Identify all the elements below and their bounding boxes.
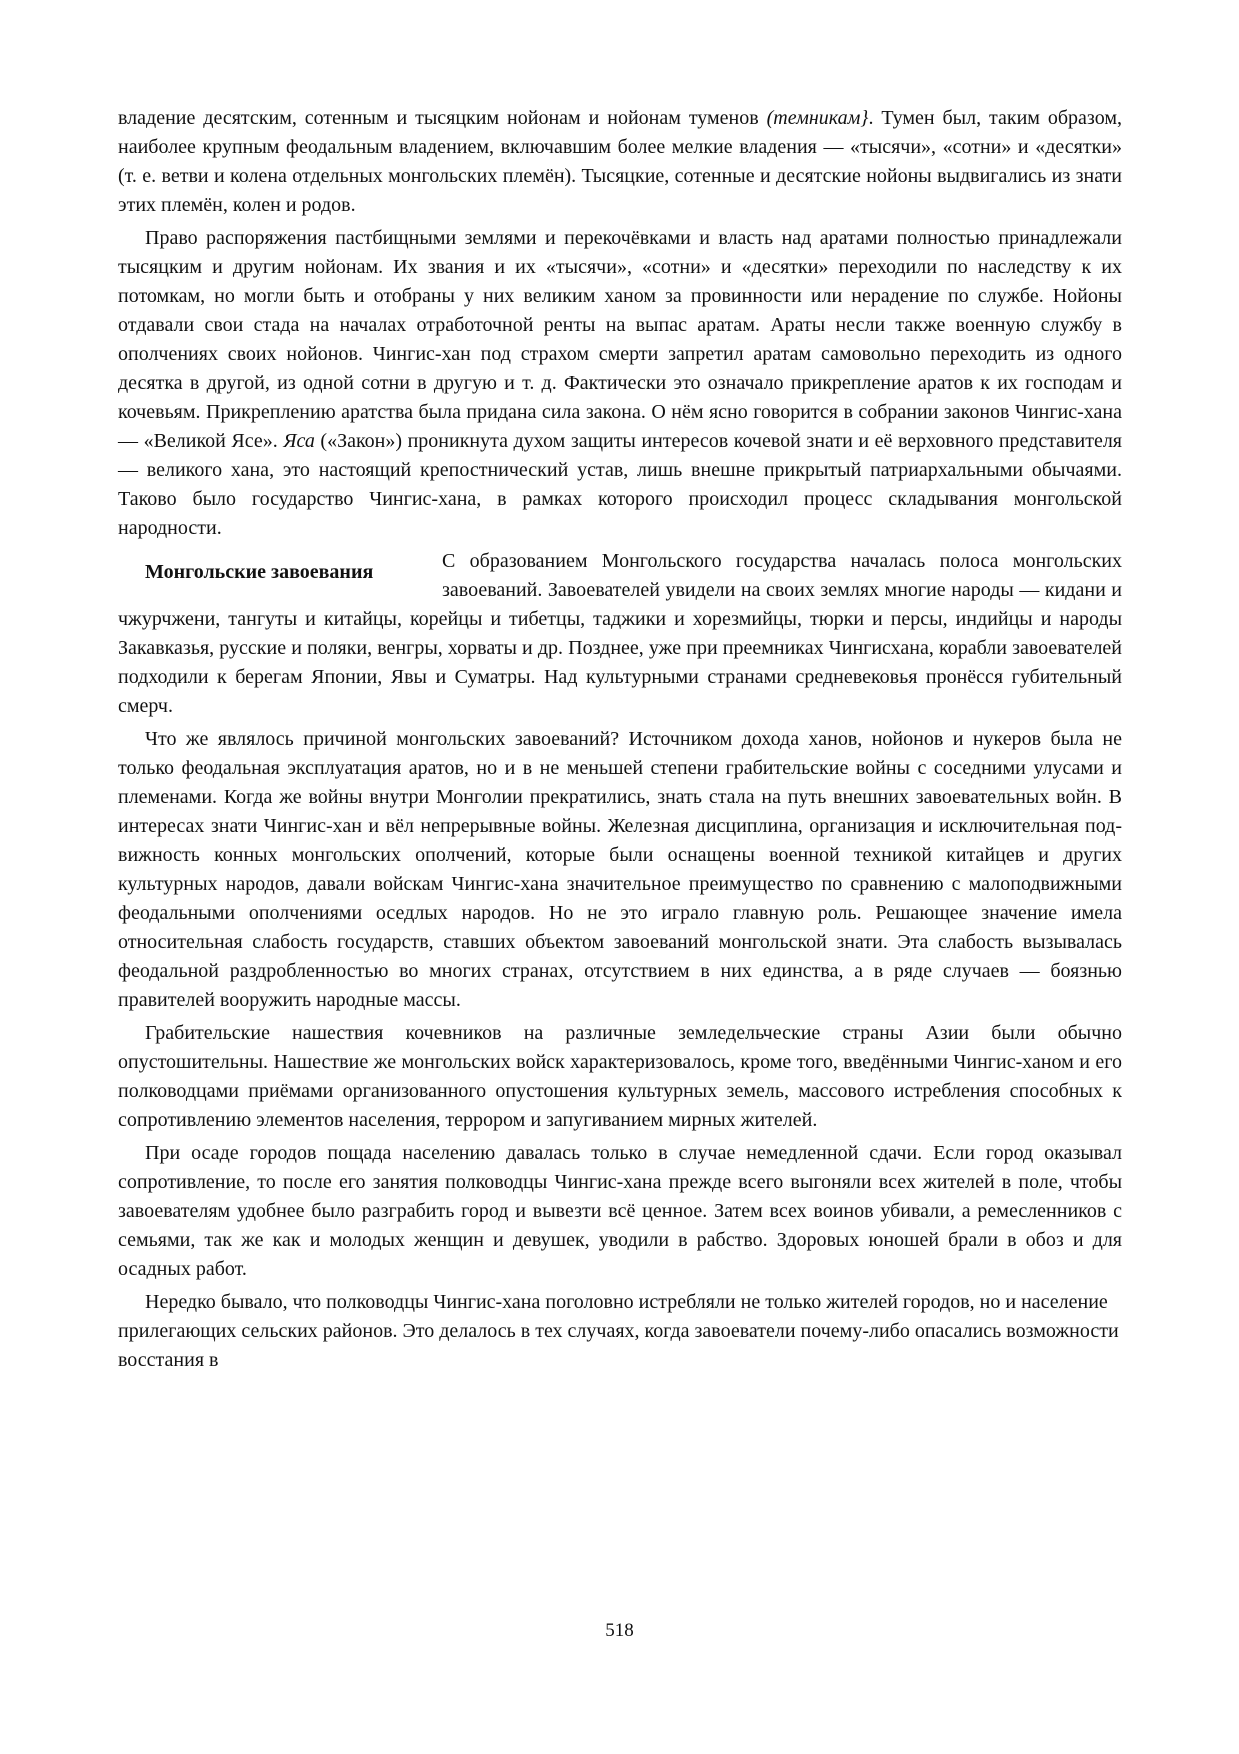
paragraph-7: Нередко бывало, что полководцы Чингис-хана поголовно истребляли не только жителей городов, но и население прилегающих сельских районов. Это делалось в тех случаях, когда завоеватели почему-либо опасались возможности восстания в [118,1291,1119,1371]
paragraph-2-text-a: Право распоряжения пастбищными землями и перекочёвками и власть над аратами полностью принадлежали тысяцким и другим нойонам. Их звания и их «тысячи», «сотни» и «десятки» переходили по наследству к их потомкам, но могли быть и отобраны у них великим ханом за провинности или нерадение по службе. Нойоны отдавали свои стада на началах отработочной ренты на выпас аратам. Араты несли также военную службу в ополчениях своих нойонов. Чингис-хан под страхом смерти запретил аратам самовольно переходить из одного десятка в другой, из одной сотни в другую и т. д. Фактически это означало прикрепление аратов к их господам и кочевьям. Прикреплению аратства была придана сила закона. О нём ясно говорится в собрании законов Чингис-хана — «Великой Ясе». [118,227,1122,452]
paragraph-2-text-b: («Закон») проникнута духом защиты интересов кочевой знати и её верховного представителя — великого хана, это настоящий крепостнический устав, лишь внешне прикрытый патриархальными обычаями. Таково было государство Чингис-хана, в рамках которого происходил процесс складывания монгольской народности. [118,430,1122,539]
page-number: 518 [605,1620,634,1641]
paragraph-1-text-b: . Тумен был, таким образом, наиболее крупным феодальным владением, включавшим более мелкие владения — «тысячи», «сотни» и «десятки» (т. е. ветви и колена отдельных монгольских племён). Тысяцкие, сотенные и десятские нойоны выдвигались из знати этих племён, колен и родов. [118,107,1122,216]
paragraph-1 [118,104,1122,220]
paragraph-2 [118,224,1122,543]
paragraph-5: Грабительские нашествия кочевников на различные земледельческие страны Азии были обычно опустошительны. Нашествие же монгольских войск характеризовалось, кроме того, введёнными Чингис-ханом и его полководцами приёмами организованного опустошения культурных земель, массового истребления способных к сопротивлению элементов населения, террором и запугиванием мирных жителей. [118,1022,1122,1131]
page-body [118,104,1122,1379]
paragraph-2-italic-term: Яса [283,430,315,452]
paragraph-4: Что же являлось причиной монгольских завоеваний? Источником дохода ханов, нойонов и нукеров была не только феодальная эксплуатация аратов, но и в не меньшей степени грабительские войны с соседними улусами и племенами. Когда же войны внутри Монголии прекратились, знать стала на путь внешних завоевательных войн. В интересах знати Чингис-хан и вёл непрерывные войны. Железная дисциплина, организация и исключительная подвижность конных монгольских ополчений, которые были оснащены военной техникой китайцев и других культурных народов, давали войскам Чингис-хана значительное преимущество по сравнению с малоподвижными феодальными ополчениями оседлых народов. Но не это играло главную роль. Решающее значение имела относительная слабость государств, ставших объектом завоеваний монгольской знати. Эта слабость вызывалась феодальной раздробленностью во многих странах, отсутствием в них единства, а в ряде случаев — боязнью правителей вооружить народные массы. [118,728,1122,1011]
paragraph-3: С образованием Монгольского государства началась полоса монгольских завоеваний. Завоевателей увидели на своих землях многие народы — кидани и чжурчжени, тангуты и китайцы, корейцы и тибетцы, таджики и хорезмийцы, тюрки и персы, индийцы и народы Закавказья, русские и поляки, венгры, хорваты и др. Позднее, уже при преемниках Чингисхана, корабли завоевателей подходили к берегам Японии, Явы и Суматры. Над культурными странами средневековья пронёсся губительный смерч. [118,550,1122,717]
section-heading: Монгольские завоевания [145,561,374,583]
paragraph-1-italic-term: (темникам} [766,107,869,129]
paragraph-6: При осаде городов пощада населению давалась только в случае немедленной сдачи. Если город оказывал сопротивление, то после его занятия полководцы Чингис-хана прежде всего выгоняли всех жителей в поле, чтобы завоевателям удобнее было разграбить город и вывезти всё ценное. Затем всех воинов убивали, а ремесленников с семьями, так же как и молодых женщин и девушек, уводили в рабство. Здоровых юношей брали в обоз и для осадных работ. [118,1142,1122,1280]
paragraph-1-text-a: владение десятским, сотенным и тысяцким нойонам и нойонам туменов [118,107,767,129]
